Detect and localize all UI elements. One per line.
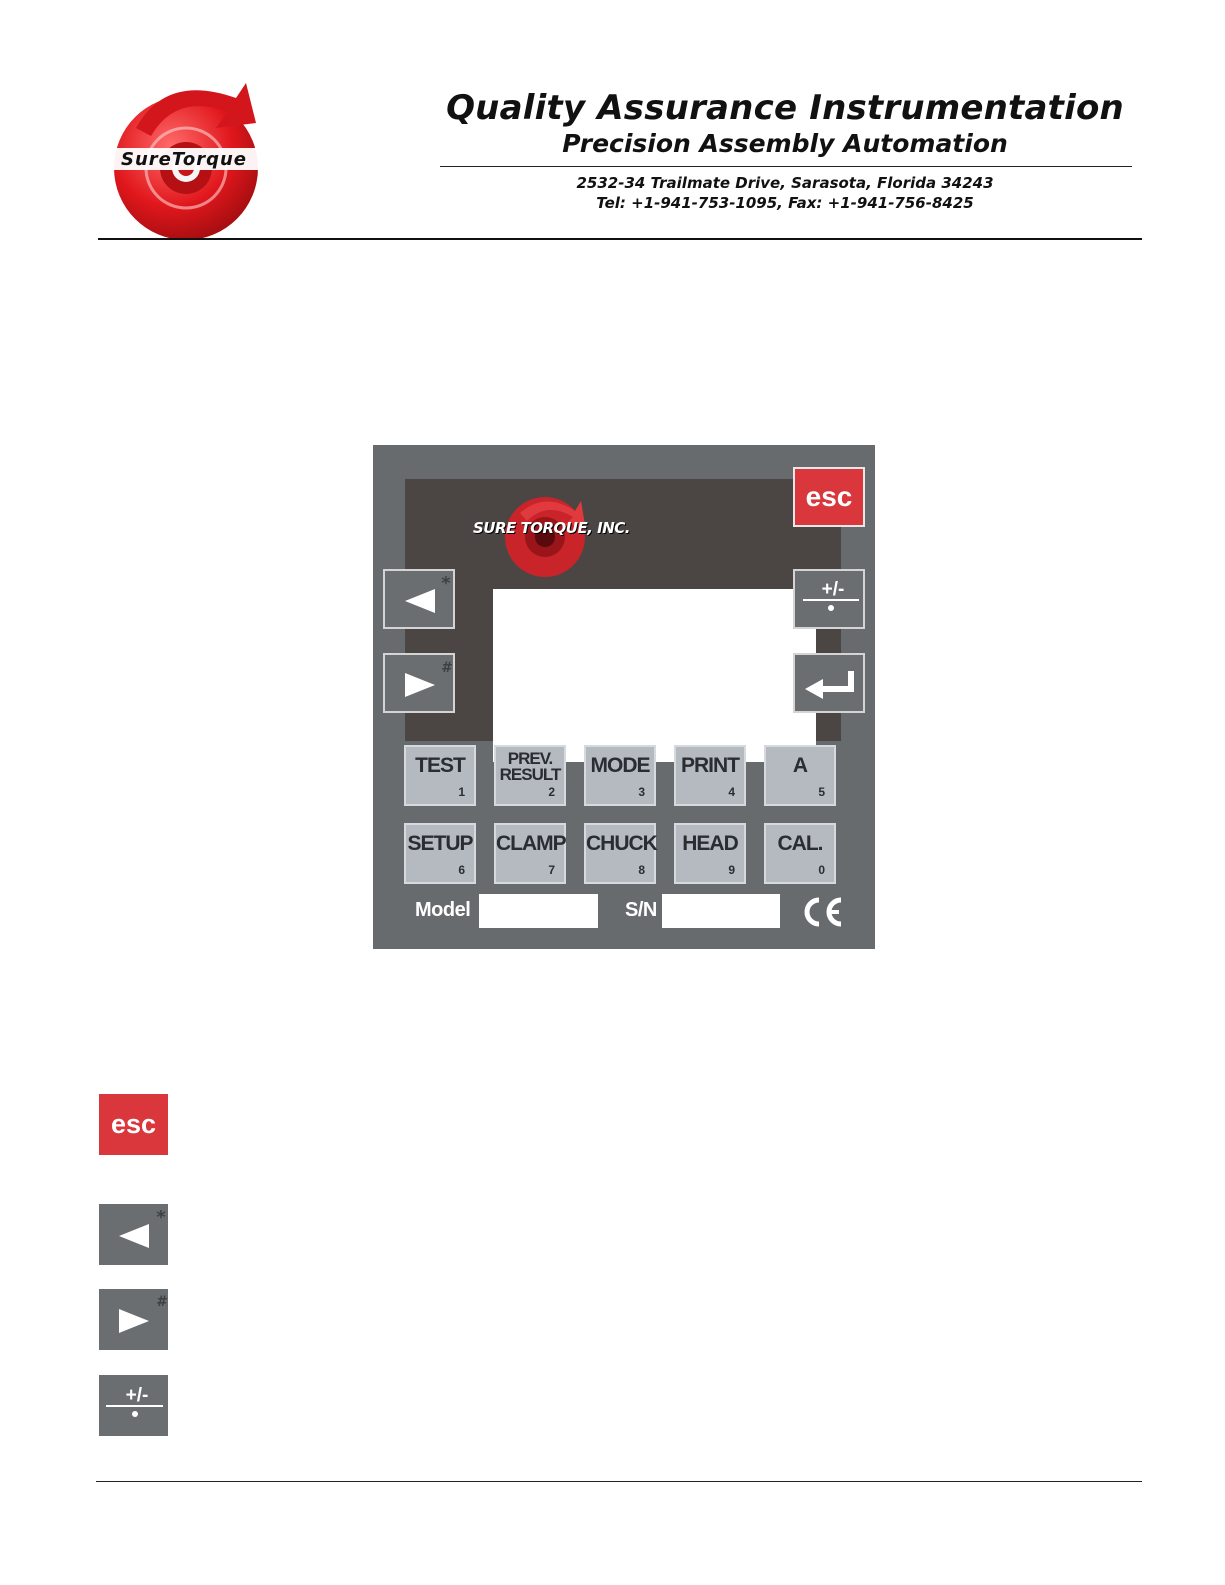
esc-button[interactable]: esc <box>793 467 865 527</box>
svg-text:#: # <box>441 660 451 676</box>
right-arrow-button[interactable] <box>383 653 455 713</box>
serial-label: S/N <box>625 899 657 921</box>
model-label: Model <box>415 899 471 921</box>
left-arrow-icon <box>385 571 453 627</box>
footer-divider <box>96 1481 1142 1482</box>
mode-key[interactable]: MODE 3 <box>584 745 656 806</box>
right-arrow-icon <box>385 655 453 711</box>
suretorque-logo <box>96 68 272 238</box>
ce-mark-icon <box>801 895 845 929</box>
print-key[interactable]: PRINT 4 <box>674 745 746 806</box>
prev-result-key[interactable]: PREV. RESULT 2 <box>494 745 566 806</box>
head-key[interactable]: HEAD 9 <box>674 823 746 884</box>
svg-text:+/-: +/- <box>125 1385 149 1406</box>
company-address: 2532-34 Trailmate Drive, Sarasota, Florida 34243 <box>576 174 994 192</box>
enter-button[interactable] <box>793 653 865 713</box>
legend-left-arrow-icon <box>99 1204 168 1265</box>
model-field <box>479 894 598 928</box>
keypad-panel <box>373 445 875 949</box>
left-arrow-button[interactable] <box>383 569 455 629</box>
letterhead-divider <box>440 166 1132 167</box>
enter-icon <box>795 655 863 711</box>
company-title: Quality Assurance Instrumentation <box>446 88 1124 128</box>
company-subtitle: Precision Assembly Automation <box>562 129 1008 158</box>
header-divider <box>98 238 1142 240</box>
legend-esc-icon: esc <box>99 1094 168 1155</box>
legend-plus-minus-icon <box>99 1375 168 1436</box>
svg-text:*: * <box>156 1207 166 1228</box>
cal-key[interactable]: CAL. 0 <box>764 823 836 884</box>
setup-key[interactable]: SETUP 6 <box>404 823 476 884</box>
svg-text:*: * <box>441 573 451 594</box>
test-key[interactable]: TEST 1 <box>404 745 476 806</box>
panel-brand-text: SURE TORQUE, INC. <box>473 519 630 537</box>
clamp-key[interactable]: CLAMP 7 <box>494 823 566 884</box>
logo-text: SureTorque <box>121 149 247 170</box>
plus-minus-decimal-button[interactable] <box>793 569 865 629</box>
display-bezel <box>405 479 841 741</box>
chuck-key[interactable]: CHUCK 8 <box>584 823 656 884</box>
company-contact: Tel: +1-941-753-1095, Fax: +1-941-756-8425 <box>596 194 974 212</box>
lcd-screen <box>493 589 816 762</box>
svg-text:#: # <box>156 1294 166 1310</box>
a-key[interactable]: A 5 <box>764 745 836 806</box>
serial-field <box>662 894 780 928</box>
svg-text:+/-: +/- <box>821 579 845 600</box>
legend-right-arrow-icon <box>99 1289 168 1350</box>
plus-minus-icon <box>795 571 863 627</box>
